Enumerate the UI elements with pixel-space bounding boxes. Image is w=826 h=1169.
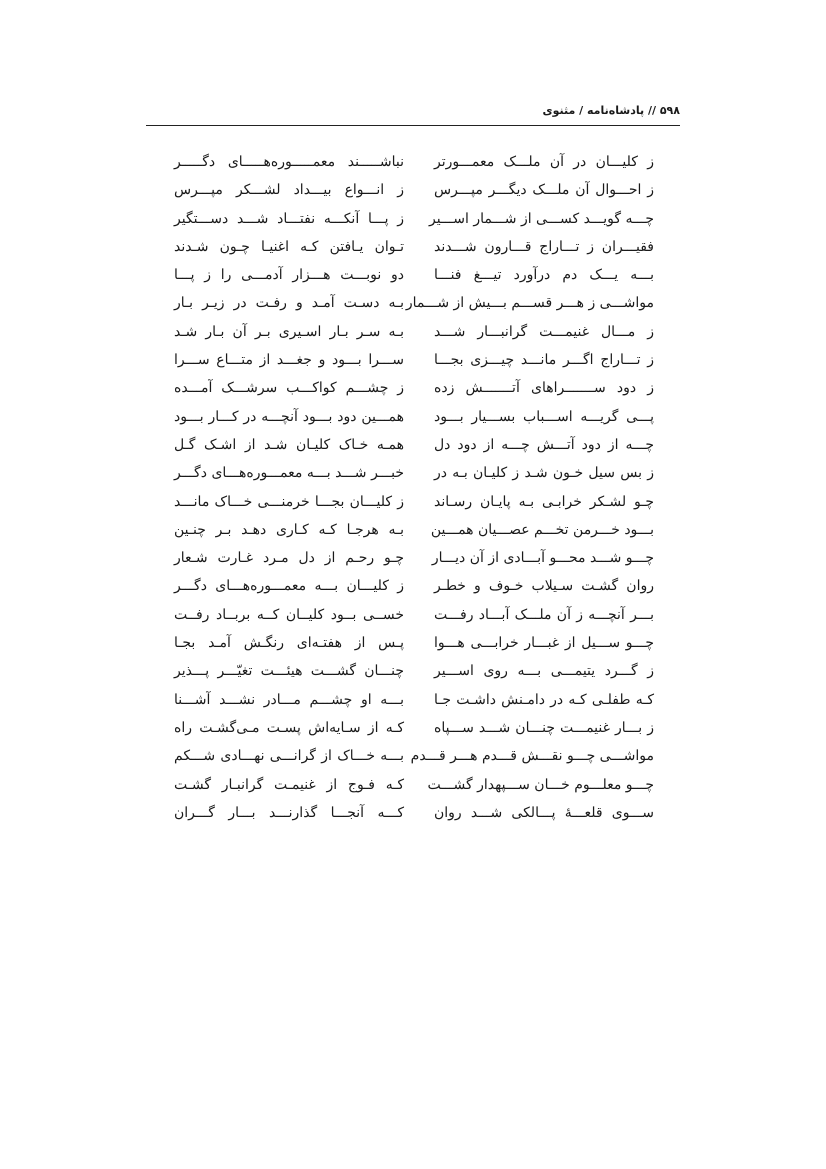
verse-line: چـــو شـــد محـــو آبـــادی از آن دیـــار	[431, 550, 654, 567]
verse-line: مواشـــی ز هـــر قســـم بـــیش از شـــمار	[405, 295, 654, 312]
verse-line: بـــه خـــاک از گرانـــی نهـــادی شـــکم	[174, 748, 404, 765]
verse-line: همـه خـاک کلیـان شـد از اشـک گـل	[174, 436, 404, 453]
header-rule	[146, 125, 680, 126]
verse-line: مواشـــی چـــو نقـــش قـــدم هـــر قـــدم	[410, 748, 654, 765]
verse-line: ز احـــوال آن ملـــک دیگـــر مپـــرس	[434, 182, 654, 199]
right-hemistich-column	[405, 148, 654, 827]
verse-line: چـــو معلـــوم خـــان ســـپهدار گشـــت	[427, 776, 654, 793]
verse-line: پـــی گریـــه اســـباب بســـیار بـــود	[434, 408, 654, 425]
book-title: پادشاه‌نامه	[587, 104, 645, 117]
verse-line: ز گـــرد یتیمـــی بـــه روی اســـیر	[434, 663, 654, 680]
verse-line: کـه فـوج از غنیمـت گرانبـار گشـت	[174, 776, 404, 793]
verse-line: چـو لشـکر خرابـی بـه پایـان رسـاند	[434, 493, 654, 510]
verse-line: دو نوبـــت هـــزار آدمـــی را ز پـــا	[174, 267, 404, 284]
page-number: ۵۹۸	[659, 104, 680, 117]
left-hemistich-column	[174, 148, 404, 827]
verse-line: نباشـــــند معمـــــوره‌هـــــای دگـــــر	[174, 154, 404, 170]
verse-line: بـه هرجـا کـه کـاری دهـد بـر چنـین	[174, 521, 404, 538]
verse-line: ز کلیـــان در آن ملـــک معمـــورتر	[434, 154, 654, 170]
verse-line: کـــه آنجـــا گذارنـــد بـــار گـــران	[174, 804, 404, 821]
running-head	[543, 104, 680, 117]
verse-line: بـــه او چشـــم مـــادر نشـــد آشـــنا	[174, 691, 404, 708]
verse-line: خبـــر شـــد بـــه معمـــوره‌هـــای دگـــر	[174, 465, 404, 482]
verse-line: همـــین دود بـــود آنچـــه در کـــار بـــود	[174, 408, 404, 425]
verse-line: چنـــان گشـــت هیئـــت تغیّـــر پـــذیر	[174, 663, 404, 680]
verse-line: ز دود ســـــــراهای آتـــــــش زده	[434, 380, 654, 397]
verse-line: کـه از سـایه‌اش پسـت مـی‌گشـت راه	[174, 719, 404, 736]
verse-line: ز بس سیل خـون شـد ز کلیـان بـه در	[434, 465, 654, 482]
verse-line: فقیـــران ز تـــاراج قـــارون شـــدند	[434, 238, 654, 255]
section-title: مثنوی	[542, 104, 576, 117]
verse-line: تـوان یـافتن کـه اغنیـا چـون شـدند	[174, 238, 404, 255]
verse-line: ز چشـــم کواکـــب سرشـــک آمـــده	[174, 380, 404, 397]
verse-line: ز تـــاراج اگـــر مانـــد چیـــزی بجـــا	[434, 352, 654, 369]
verse-line: بـــود خـــرمن تخـــم عصـــیان همـــین	[430, 521, 654, 538]
verse-line: ز انـــواع بیـــداد لشـــکر مپـــرس	[174, 182, 404, 199]
verse-line: بـــر آنچـــه ز آن ملـــک آبـــاد رفـــت	[434, 606, 654, 623]
verse-line: کـه طفلـی کـه در دامـنش داشـت جـا	[434, 691, 654, 708]
verse-line: چـو رحـم از دل مـرد غـارت شـعار	[174, 550, 404, 567]
verse-line: خســی بــود کلیــان کــه بربــاد رفــت	[174, 606, 404, 623]
verse-line: چـــه گویـــد کســـی از شـــمار اســـیر	[429, 210, 654, 227]
verse-line: ز بـــار غنیمـــت چنـــان شـــد ســـپاه	[434, 719, 654, 736]
verse-line: چـــه از دود آتـــش چـــه از دود دل	[434, 436, 654, 453]
header-separator: //	[647, 104, 656, 117]
header-slash: /	[579, 104, 584, 117]
verse-line: ز کلیـــان بجـــا خرمنـــی خـــاک مانـــد	[174, 493, 404, 510]
verse-line: روان گشـت سـیلاب خـوف و خطـر	[434, 578, 654, 595]
verse-line: ز پـــا آنکـــه نفتـــاد شـــد دســـتگیر	[174, 210, 404, 227]
verse-line: بـه سـر بـار اسـیری بـر آن بـار شـد	[174, 323, 404, 340]
verse-line: پـس از هفتـه‌ای رنگـش آمـد بجـا	[174, 635, 404, 652]
verse-line: بـــه یـــک دم درآورد تیـــغ فنـــا	[434, 267, 654, 284]
verse-line: ز مـــال غنیمـــت گرانبـــار شـــد	[434, 323, 654, 340]
verse-line: ز کلیـــان بـــه معمـــوره‌هـــای دگـــر	[174, 578, 404, 595]
verse-line: ســـرا بـــود و جغـــد از متـــاع ســـرا	[174, 352, 404, 369]
verse-line: چـــو ســـیل از غبـــار خرابـــی هـــوا	[434, 635, 654, 652]
verse-line: ســـوی قلعـــهٔ پـــالکی شـــد روان	[434, 804, 654, 821]
verse-line: بـه دسـت آمـد و رفـت در زیـر بـار	[174, 295, 404, 312]
